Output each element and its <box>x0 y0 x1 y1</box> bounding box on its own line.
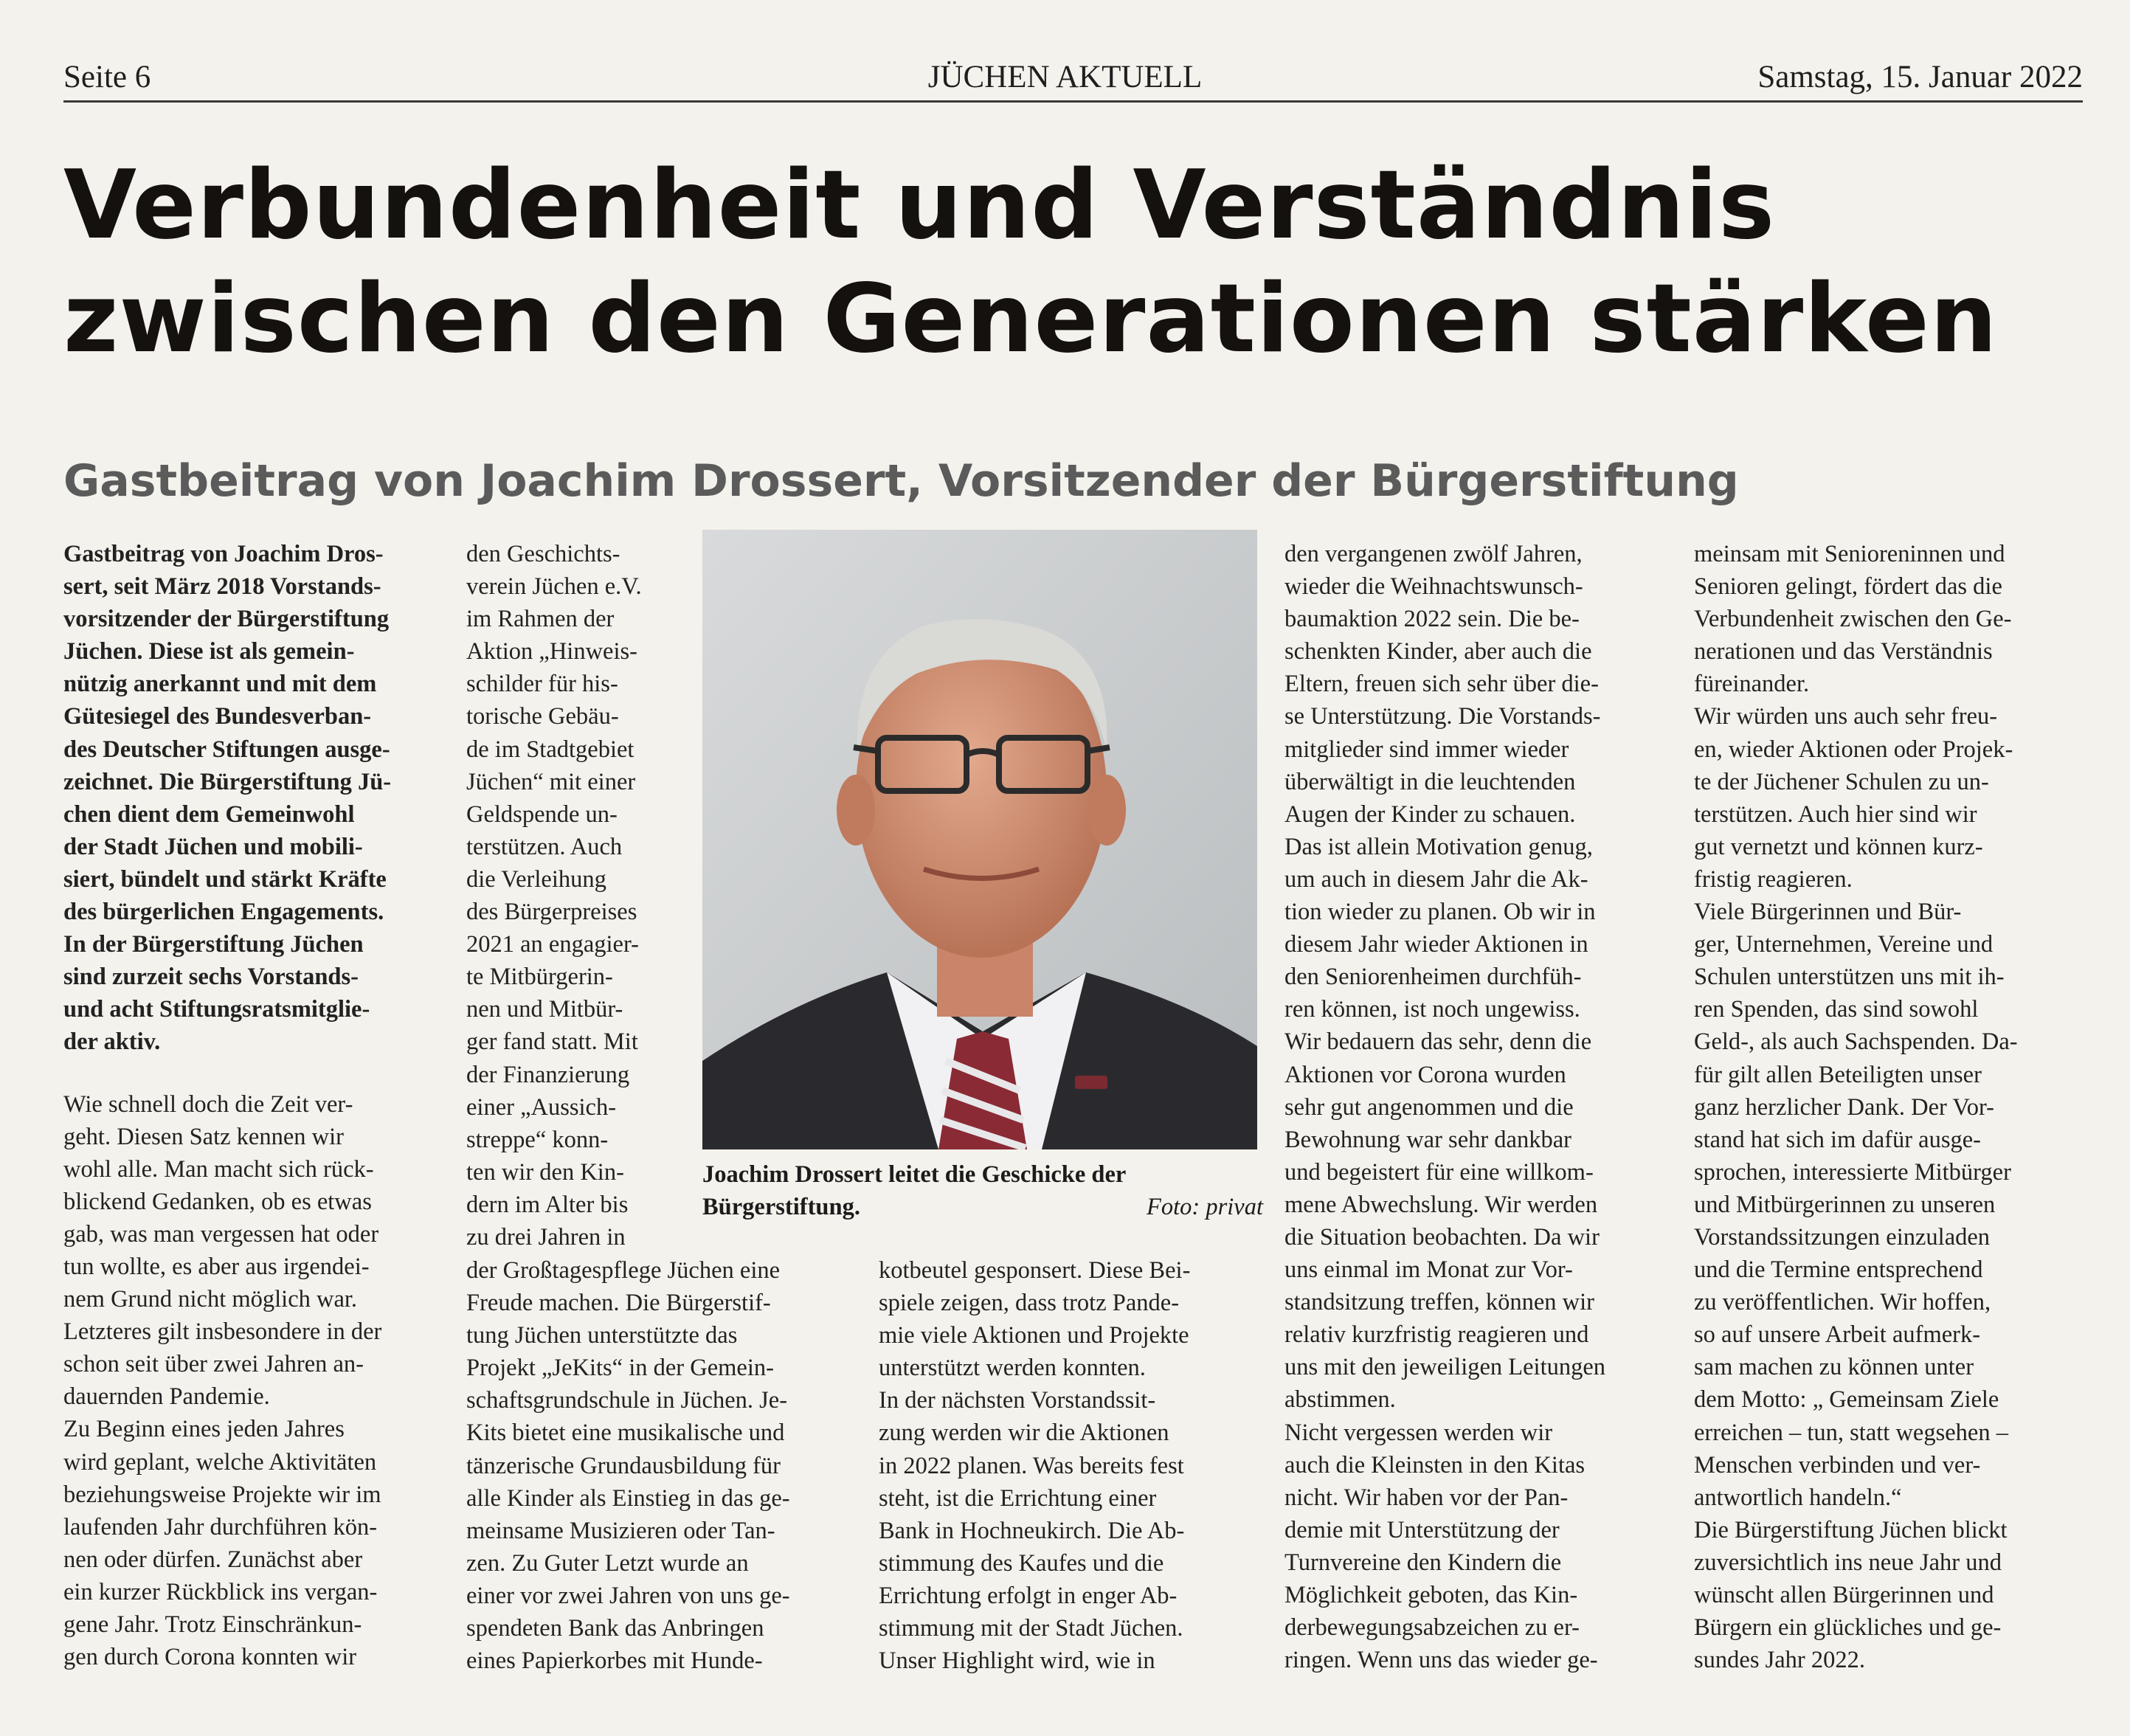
text-line: te der Jüchener Schulen zu un- <box>1694 768 1989 795</box>
text-line: zuversichtlich ins neue Jahr und <box>1694 1549 2002 1576</box>
text-line: ger, Unternehmen, Vereine und <box>1694 931 1994 958</box>
text-line: nen oder dürfen. Zunächst aber <box>63 1546 363 1573</box>
text-line: nützig anerkannt und mit dem <box>63 671 377 698</box>
text-line: wohl alle. Man macht sich rück- <box>63 1155 374 1183</box>
portrait-illustration <box>702 530 1257 1149</box>
text-line: Möglichkeit geboten, das Kin- <box>1284 1582 1578 1608</box>
text-line: siert, bündelt und stärkt Kräfte <box>63 865 387 893</box>
text-line: sert, seit März 2018 Vorstands- <box>63 573 381 601</box>
text-line: Wir bedauern das sehr, denn die <box>1284 1028 1592 1056</box>
text-line: der aktiv. <box>63 1028 161 1056</box>
text-line: Vorstandssitzungen einzuladen <box>1694 1223 1991 1251</box>
text-line: für gilt allen Beteiligten unser <box>1694 1061 1982 1088</box>
text-line: dem Motto: „ Gemeinsam Ziele <box>1694 1386 1999 1414</box>
text-line: Augen der Kinder zu schauen. <box>1284 800 1576 828</box>
text-line: 2021 an engagier- <box>466 931 639 958</box>
text-line: sprochen, interessierte Mitbürger <box>1694 1158 2011 1186</box>
text-line: einer vor zwei Jahren von uns ge- <box>466 1582 790 1609</box>
text-line: mie viele Aktionen und Projekte <box>879 1322 1189 1349</box>
text-line: dern im Alter bis <box>466 1191 629 1218</box>
text-line: im Rahmen der <box>466 606 615 633</box>
text-line: torische Gebäu- <box>466 703 619 730</box>
text-line: schon seit über zwei Jahren an- <box>63 1351 364 1378</box>
text-line: antwortlich handeln.“ <box>1694 1484 1902 1511</box>
text-line: nerationen und das Verständnis <box>1694 638 1993 665</box>
text-line: wird geplant, welche Aktivitäten <box>63 1448 377 1476</box>
text-line: Aktionen vor Corona wurden <box>1284 1061 1566 1088</box>
text-line: Nicht vergessen werden wir <box>1284 1419 1553 1446</box>
text-line: Gütesiegel des Bundesverban- <box>63 703 372 730</box>
text-line: geht. Diesen Satz kennen wir <box>63 1123 344 1150</box>
text-line: tung Jüchen unterstützte das <box>466 1322 738 1349</box>
text-line: uns einmal im Monat zur Vor- <box>1284 1256 1573 1284</box>
text-line: Unser Highlight wird, wie in <box>879 1647 1155 1675</box>
text-line: Eltern, freuen sich sehr über die- <box>1284 671 1599 698</box>
text-line: den Seniorenheimen durchfüh- <box>1284 964 1582 991</box>
text-line: Senioren gelingt, fördert das die <box>1694 573 2002 601</box>
text-line: ren können, ist noch ungewiss. <box>1284 996 1580 1023</box>
text-line: ringen. Wenn uns das wieder ge- <box>1284 1647 1598 1674</box>
column-4 <box>1284 538 1668 1676</box>
text-line: nen und Mitbür- <box>466 996 623 1023</box>
text-line: meinsame Musizieren oder Tan- <box>466 1517 775 1544</box>
text-line: sundes Jahr 2022. <box>1694 1647 1865 1674</box>
text-line: eines Papierkorbes mit Hunde- <box>466 1647 763 1675</box>
text-line: kotbeutel gesponsert. Diese Bei- <box>879 1257 1191 1284</box>
text-line: des Bürgerpreises <box>466 899 637 926</box>
column-1 <box>63 538 447 1673</box>
text-line: en, wieder Aktionen oder Projek- <box>1694 736 2013 763</box>
text-line: baumaktion 2022 sein. Die be- <box>1284 606 1580 633</box>
text-line: mene Abwechslung. Wir werden <box>1284 1191 1598 1218</box>
photo-credit: Foto: privat <box>1147 1194 1263 1220</box>
text-line: nicht. Wir haben vor der Pan- <box>1284 1484 1569 1511</box>
text-line: der Großtagespflege Jüchen eine <box>466 1257 781 1284</box>
text-line: In der Bürgerstiftung Jüchen <box>63 931 364 958</box>
text-line: unterstützt werden konnten. <box>879 1355 1146 1382</box>
text-line: stand hat sich im dafür ausge- <box>1694 1126 1981 1153</box>
text-line: Die Bürgerstiftung Jüchen blickt <box>1694 1516 2008 1543</box>
text-line: streppe“ konn- <box>466 1126 609 1153</box>
text-line: Menschen verbinden und ver- <box>1694 1451 1981 1479</box>
text-line: dauernden Pandemie. <box>63 1383 270 1411</box>
text-line: und begeistert für eine willkom- <box>1284 1158 1594 1186</box>
text-line: tänzerische Grundausbildung für <box>466 1452 781 1479</box>
text-line: einer „Aussich- <box>466 1093 617 1121</box>
column-5 <box>1694 538 2092 1676</box>
text-line: spiele zeigen, dass trotz Pande- <box>879 1290 1180 1317</box>
text-line: und die Termine entsprechend <box>1694 1256 1983 1284</box>
text-line: füreinander. <box>1694 671 1810 698</box>
text-line: überwältigt in die leuchtenden <box>1284 768 1576 795</box>
text-line: ten wir den Kin- <box>466 1158 624 1186</box>
text-line: gen durch Corona konnten wir <box>63 1644 357 1671</box>
text-line: Das ist allein Motivation genug, <box>1284 833 1593 860</box>
text-line: te Mitbürgerin- <box>466 964 613 991</box>
publication-name: JÜCHEN AKTUELL <box>927 60 1203 94</box>
text-line: Turnvereine den Kindern die <box>1284 1549 1562 1576</box>
text-line: stimmung des Kaufes und die <box>879 1549 1164 1577</box>
paragraph-gap <box>63 1059 447 1088</box>
text-line: erreichen – tun, statt wegsehen – <box>1694 1419 2008 1446</box>
text-line: sehr gut angenommen und die <box>1284 1093 1574 1121</box>
text-line: Geld-, als auch Sachspenden. Da- <box>1694 1028 2018 1056</box>
text-line: wieder die Weihnachtswunsch- <box>1284 573 1583 601</box>
text-line: der Stadt Jüchen und mobili- <box>63 833 363 860</box>
text-line: laufenden Jahr durchführen kön- <box>63 1513 378 1540</box>
intro-paragraph <box>63 538 447 1059</box>
text-line: ganz herzlicher Dank. Der Vor- <box>1694 1093 1994 1121</box>
headline-line-2: zwischen den Generationen stärken <box>63 264 1998 374</box>
text-line: zung werden wir die Aktionen <box>879 1419 1169 1447</box>
text-line: sam machen zu können unter <box>1694 1354 1974 1381</box>
text-line: Letzteres gilt insbesondere in der <box>63 1318 382 1346</box>
text-line: uns mit den jeweiligen Leitungen <box>1284 1354 1606 1381</box>
text-line: Zu Beginn eines jeden Jahres <box>63 1416 345 1443</box>
text-line: se Unterstützung. Die Vorstands- <box>1284 703 1601 730</box>
text-line: relativ kurzfristig reagieren und <box>1284 1321 1589 1349</box>
text-line: Wie schnell doch die Zeit ver- <box>63 1090 353 1118</box>
text-line: gab, was man vergessen hat oder <box>63 1220 379 1248</box>
text-line: gene Jahr. Trotz Einschränkun- <box>63 1611 362 1638</box>
column-3 <box>879 1254 1262 1677</box>
text-line: In der nächsten Vorstandssit- <box>879 1387 1156 1414</box>
text-line: wünscht allen Bürgerinnen und <box>1694 1582 1994 1608</box>
text-line: und Mitbürgerinnen zu unseren <box>1694 1191 1996 1218</box>
text-line: verein Jüchen e.V. <box>466 573 642 601</box>
text-line: Viele Bürgerinnen und Bür- <box>1694 899 1962 926</box>
portrait-photo <box>702 530 1257 1149</box>
text-line: Bewohnung war sehr dankbar <box>1284 1126 1571 1153</box>
text-line: diesem Jahr wieder Aktionen in <box>1284 931 1588 958</box>
text-line: und acht Stiftungsratsmitglie- <box>63 996 370 1023</box>
text-line: des Deutscher Stiftungen ausge- <box>63 736 390 763</box>
text-line: schilder für his- <box>466 671 618 698</box>
text-line: Verbundenheit zwischen den Ge- <box>1694 606 2012 633</box>
text-line: ren Spenden, das sind sowohl <box>1694 996 1979 1023</box>
text-line: Bürgern ein glückliches und ge- <box>1694 1614 2002 1642</box>
page-number: Seite 6 <box>63 60 151 94</box>
text-line: die Situation beobachten. Da wir <box>1284 1223 1600 1251</box>
text-line: Kits bietet eine musikalische und <box>466 1419 785 1447</box>
text-line: den Geschichts- <box>466 541 620 567</box>
caption-line: Joachim Drossert leitet die Geschicke der <box>702 1161 1127 1188</box>
header-rule <box>63 100 2083 103</box>
text-line: Geldspende un- <box>466 800 618 828</box>
text-line: abstimmen. <box>1284 1386 1396 1414</box>
issue-date: Samstag, 15. Januar 2022 <box>1757 60 2083 94</box>
text-line: Bank in Hochneukirch. Die Ab- <box>879 1517 1185 1544</box>
text-line: stimmung mit der Stadt Jüchen. <box>879 1615 1183 1642</box>
text-line: chen dient dem Gemeinwohl <box>63 800 355 828</box>
text-line: meinsam mit Senioreninnen und <box>1694 541 2005 567</box>
text-line: zu drei Jahren in <box>466 1223 626 1251</box>
text-line: blickend Gedanken, ob es etwas <box>63 1188 372 1215</box>
text-line: vorsitzender der Bürgerstiftung <box>63 606 390 633</box>
text-line: Gastbeitrag von Joachim Dros- <box>63 541 384 567</box>
text-line: den vergangenen zwölf Jahren, <box>1284 541 1583 567</box>
text-line: Aktion „Hinweis- <box>466 638 637 665</box>
text-line: ger fand statt. Mit <box>466 1028 638 1056</box>
text-line: tun wollte, es aber aus irgendei- <box>63 1253 370 1280</box>
text-line: beziehungsweise Projekte wir im <box>63 1481 381 1508</box>
text-line: tion wieder zu planen. Ob wir in <box>1284 899 1596 926</box>
text-line: schaftsgrundschule in Jüchen. Je- <box>466 1387 788 1414</box>
text-line: standsitzung treffen, können wir <box>1284 1289 1594 1316</box>
text-line: Jüchen“ mit einer <box>466 768 636 795</box>
text-line: so auf unsere Arbeit aufmerk- <box>1694 1321 1981 1349</box>
text-line: gut vernetzt und können kurz- <box>1694 833 1983 860</box>
text-line: mitglieder sind immer wieder <box>1284 736 1569 763</box>
text-line: Jüchen. Diese ist als gemein- <box>63 638 355 665</box>
text-line: die Verleihung <box>466 865 606 893</box>
text-line: terstützen. Auch hier sind wir <box>1694 800 1977 828</box>
text-line: Freude machen. Die Bürgerstif- <box>466 1290 771 1317</box>
text-line: nem Grund nicht möglich war. <box>63 1286 358 1313</box>
text-line: terstützen. Auch <box>466 833 623 860</box>
headline <box>63 149 1998 376</box>
body-text-column-1 <box>63 1088 447 1674</box>
text-line: spendeten Bank das Anbringen <box>466 1615 764 1642</box>
column-2-narrow <box>466 538 688 1253</box>
text-line: sind zurzeit sechs Vorstands- <box>63 964 359 991</box>
text-line: um auch in diesem Jahr die Ak- <box>1284 865 1588 893</box>
text-line: Wir würden uns auch sehr freu- <box>1694 703 1998 730</box>
photo-caption <box>702 1158 1263 1223</box>
text-line: de im Stadtgebiet <box>466 736 634 763</box>
text-line: des bürgerlichen Engagements. <box>63 899 384 926</box>
text-line: zu veröffentlichen. Wir hoffen, <box>1694 1289 1991 1316</box>
text-line: fristig reagieren. <box>1694 865 1853 893</box>
text-line: zen. Zu Guter Letzt wurde an <box>466 1549 749 1577</box>
text-line: in 2022 planen. Was bereits fest <box>879 1452 1184 1479</box>
text-line: derbewegungsabzeichen zu er- <box>1284 1614 1580 1642</box>
text-line: Schulen unterstützen uns mit ih- <box>1694 964 2005 991</box>
text-line: schenkten Kinder, aber auch die <box>1284 638 1592 665</box>
column-2-full <box>466 1254 872 1677</box>
caption-line: Bürgerstiftung. <box>702 1194 860 1220</box>
subheadline: Gastbeitrag von Joachim Drossert, Vorsitzender der Bürgerstiftung <box>63 455 1739 507</box>
text-line: zeichnet. Die Bürgerstiftung Jü- <box>63 768 392 795</box>
text-line: steht, ist die Errichtung einer <box>879 1484 1157 1512</box>
text-line: demie mit Unterstützung der <box>1284 1516 1560 1543</box>
text-line: Errichtung erfolgt in enger Ab- <box>879 1582 1178 1609</box>
text-line: der Finanzierung <box>466 1061 630 1088</box>
headline-line-1: Verbundenheit und Verständnis <box>63 151 1776 260</box>
text-line: Projekt „JeKits“ in der Gemein- <box>466 1355 774 1382</box>
text-line: ein kurzer Rückblick ins vergan- <box>63 1578 378 1605</box>
text-line: auch die Kleinsten in den Kitas <box>1284 1451 1586 1479</box>
text-line: alle Kinder als Einstieg in das ge- <box>466 1484 790 1512</box>
